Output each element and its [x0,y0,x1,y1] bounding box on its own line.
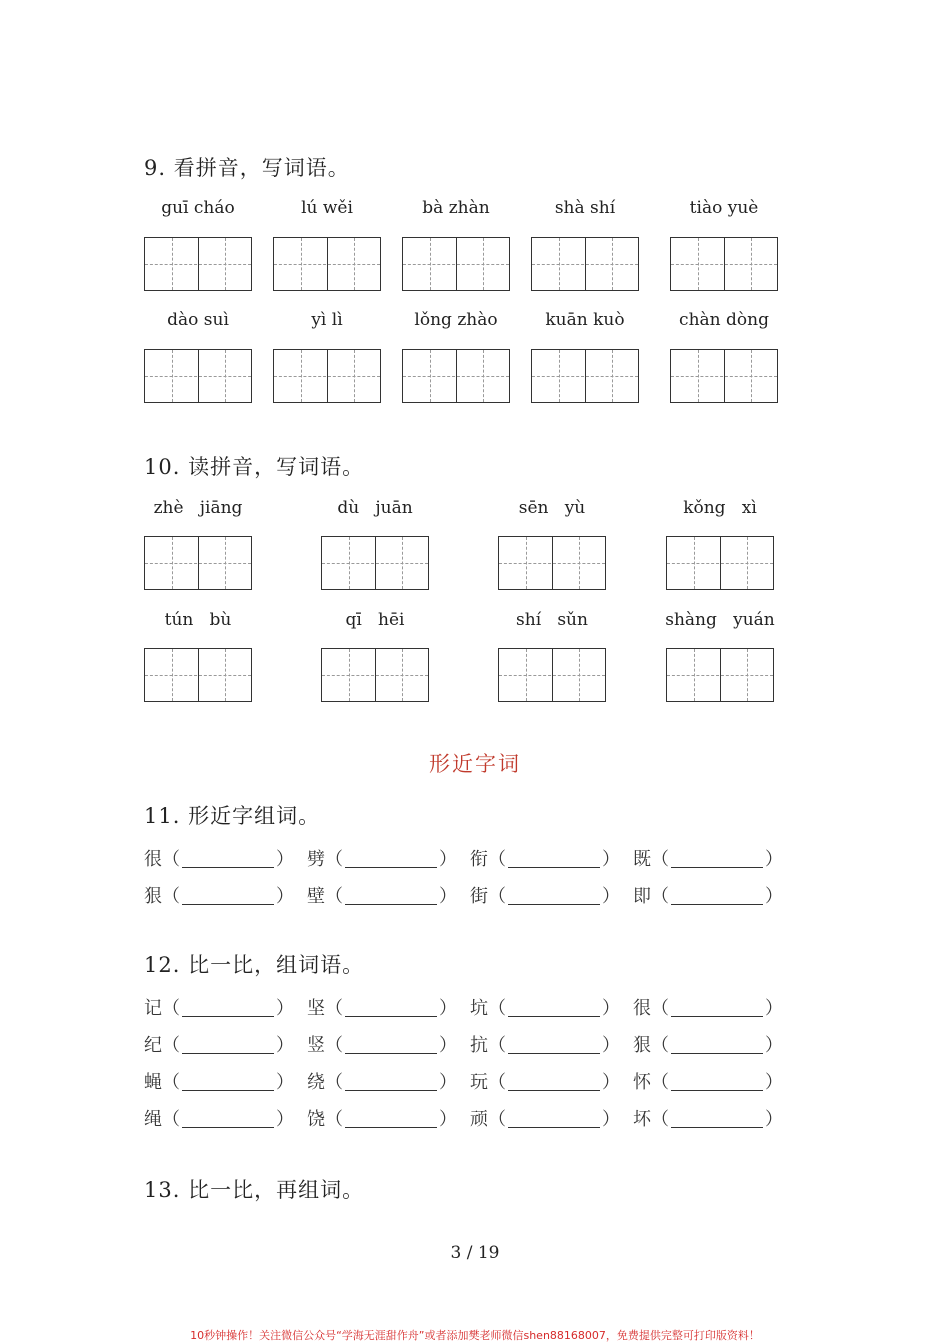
grid-line [694,649,695,701]
grid-line [430,238,431,290]
grid-line [402,649,403,701]
grid-line [225,537,226,589]
word-fill-item [144,882,294,908]
character: 怀 [633,1072,651,1093]
writing-grid[interactable] [402,237,510,291]
grid-line [559,238,560,290]
answer-blank[interactable] [345,1037,437,1054]
word-fill-item [307,882,457,908]
close-paren: ） [276,849,294,870]
pinyin-label: lú wěi [301,198,353,218]
word-fill-item [144,1105,294,1131]
grid-line [579,537,580,589]
grid-line [483,238,484,290]
grid-line [499,675,605,676]
grid-line [349,537,350,589]
close-paren: ） [602,886,620,907]
grid-line [751,350,752,402]
writing-grid[interactable] [670,237,778,291]
close-paren: ） [765,1109,783,1130]
character: 抗 [470,1035,488,1056]
close-paren: ） [765,849,783,870]
pinyin-label: shàng yuán [665,610,775,630]
grid-line [225,238,226,290]
word-fill-item [633,1068,783,1094]
grid-line [301,350,302,402]
pinyin-label: yì lì [311,310,343,330]
answer-blank[interactable] [508,1037,600,1054]
answer-blank[interactable] [182,851,274,868]
grid-line [172,649,173,701]
answer-blank[interactable] [508,851,600,868]
open-paren: （ [651,886,669,907]
open-paren: （ [651,998,669,1019]
open-paren: （ [651,849,669,870]
grid-line [172,350,173,402]
open-paren: （ [488,998,506,1019]
character: 壁 [307,886,325,907]
open-paren: （ [162,1109,180,1130]
q9-title: 9. 看拼音，写词语。 [144,156,350,180]
close-paren: ） [602,1072,620,1093]
close-paren: ） [276,1109,294,1130]
character: 很 [633,998,651,1019]
grid-line [403,376,509,377]
word-fill-item [307,1031,457,1057]
word-fill-item [144,845,294,871]
q13-title: 13. 比一比，再组词。 [144,1178,365,1202]
grid-line [532,264,638,265]
character: 坚 [307,998,325,1019]
grid-line [694,537,695,589]
q10-title: 10. 读拼音，写词语。 [144,455,365,479]
close-paren: ） [276,1072,294,1093]
writing-grid[interactable] [144,536,252,590]
writing-grid[interactable] [144,349,252,403]
word-fill-item [633,994,783,1020]
close-paren: ） [602,849,620,870]
character: 既 [633,849,651,870]
open-paren: （ [651,1109,669,1130]
grid-line [667,675,773,676]
grid-line [671,376,777,377]
close-paren: ） [276,1035,294,1056]
grid-line [559,350,560,402]
writing-grid[interactable] [144,237,252,291]
answer-blank[interactable] [182,1000,274,1017]
close-paren: ） [439,998,457,1019]
open-paren: （ [325,1109,343,1130]
close-paren: ） [602,1035,620,1056]
grid-line [667,563,773,564]
grid-line [225,350,226,402]
answer-blank[interactable] [182,888,274,905]
answer-blank[interactable] [182,1111,274,1128]
pinyin-label: tiào yuè [689,198,759,218]
pinyin-label: dào suì [167,310,229,330]
open-paren: （ [325,1072,343,1093]
pinyin-label: shà shí [554,198,616,218]
grid-line [698,238,699,290]
grid-line [322,563,428,564]
pinyin-label: dù juān [337,498,413,518]
close-paren: ） [602,998,620,1019]
pinyin-label: kǒng xì [683,498,757,518]
word-fill-item [307,1068,457,1094]
grid-line [172,238,173,290]
grid-line [354,238,355,290]
grid-line [354,350,355,402]
character: 玩 [470,1072,488,1093]
pinyin-label: kuān kuò [545,310,625,330]
grid-line [403,264,509,265]
open-paren: （ [325,849,343,870]
character: 狠 [633,1035,651,1056]
word-fill-item [470,1031,620,1057]
open-paren: （ [162,886,180,907]
footer-note: 10秒钟操作！关注微信公众号“学海无涯甜作舟”或者添加樊老师微信shen88168007，免费提供完整可打印版资料！ [190,1329,760,1342]
word-fill-item [307,1105,457,1131]
pinyin-label: sēn yù [518,498,586,518]
open-paren: （ [162,998,180,1019]
character: 街 [470,886,488,907]
answer-blank[interactable] [671,851,763,868]
pinyin-label: lǒng zhào [414,310,498,330]
word-fill-item [470,1068,620,1094]
open-paren: （ [488,1109,506,1130]
grid-line [145,264,251,265]
character: 衔 [470,849,488,870]
open-paren: （ [651,1035,669,1056]
character: 蝇 [144,1072,162,1093]
answer-blank[interactable] [345,1074,437,1091]
pinyin-label: chàn dòng [679,310,769,330]
answer-blank[interactable] [508,1074,600,1091]
grid-line [274,264,380,265]
character: 纪 [144,1035,162,1056]
writing-grid[interactable] [666,536,774,590]
close-paren: ） [765,1072,783,1093]
grid-line [526,649,527,701]
grid-line [612,238,613,290]
answer-blank[interactable] [182,1074,274,1091]
section-heading: 形近字词 [429,752,521,776]
word-fill-item [144,994,294,1020]
page-number: 3 / 19 [450,1243,500,1263]
character: 即 [633,886,651,907]
open-paren: （ [162,1072,180,1093]
writing-grid[interactable] [402,349,510,403]
writing-grid[interactable] [273,349,381,403]
close-paren: ） [276,886,294,907]
grid-line [172,537,173,589]
close-paren: ） [439,1109,457,1130]
character: 绕 [307,1072,325,1093]
word-fill-item [633,882,783,908]
word-fill-item [307,994,457,1020]
pinyin-label: bà zhàn [422,198,490,218]
writing-grid[interactable] [666,648,774,702]
answer-blank[interactable] [345,888,437,905]
close-paren: ） [765,998,783,1019]
character: 竖 [307,1035,325,1056]
word-fill-item [470,1105,620,1131]
pinyin-label: qī hēi [345,610,405,630]
character: 坑 [470,998,488,1019]
writing-grid[interactable] [321,536,429,590]
close-paren: ） [439,1035,457,1056]
close-paren: ） [765,1035,783,1056]
pinyin-label: guī cháo [161,198,235,218]
grid-line [671,264,777,265]
grid-line [145,563,251,564]
close-paren: ） [276,998,294,1019]
writing-grid[interactable] [144,648,252,702]
writing-grid[interactable] [670,349,778,403]
q12-title: 12. 比一比，组词语。 [144,953,365,977]
q11-title: 11. 形近字组词。 [144,804,321,828]
answer-blank[interactable] [671,1000,763,1017]
answer-blank[interactable] [671,1037,763,1054]
open-paren: （ [162,849,180,870]
writing-grid[interactable] [531,237,639,291]
grid-line [145,376,251,377]
answer-blank[interactable] [345,1000,437,1017]
open-paren: （ [488,1035,506,1056]
writing-grid[interactable] [531,349,639,403]
open-paren: （ [162,1035,180,1056]
answer-blank[interactable] [508,1000,600,1017]
pinyin-label: zhè jiāng [153,498,243,518]
grid-line [499,563,605,564]
open-paren: （ [488,1072,506,1093]
grid-line [145,675,251,676]
character: 记 [144,998,162,1019]
close-paren: ） [765,886,783,907]
close-paren: ） [439,1072,457,1093]
character: 顽 [470,1109,488,1130]
writing-grid[interactable] [273,237,381,291]
grid-line [532,376,638,377]
answer-blank[interactable] [182,1037,274,1054]
open-paren: （ [488,886,506,907]
open-paren: （ [651,1072,669,1093]
answer-blank[interactable] [345,1111,437,1128]
word-fill-item [633,1105,783,1131]
character: 劈 [307,849,325,870]
answer-blank[interactable] [671,1074,763,1091]
grid-line [483,350,484,402]
character: 狠 [144,886,162,907]
grid-line [751,238,752,290]
word-fill-item [144,1068,294,1094]
answer-blank[interactable] [671,1111,763,1128]
character: 饶 [307,1109,325,1130]
grid-line [698,350,699,402]
character: 绳 [144,1109,162,1130]
grid-line [349,649,350,701]
word-fill-item [307,845,457,871]
close-paren: ） [439,886,457,907]
word-fill-item [470,882,620,908]
grid-line [579,649,580,701]
open-paren: （ [325,998,343,1019]
pinyin-label: shí sǔn [516,610,588,630]
word-fill-item [633,1031,783,1057]
answer-blank[interactable] [671,888,763,905]
grid-line [747,649,748,701]
grid-line [526,537,527,589]
pinyin-label: tún bù [164,610,232,630]
writing-grid[interactable] [498,648,606,702]
open-paren: （ [488,849,506,870]
answer-blank[interactable] [508,888,600,905]
word-fill-item [470,994,620,1020]
answer-blank[interactable] [345,851,437,868]
character: 很 [144,849,162,870]
grid-line [322,675,428,676]
answer-blank[interactable] [508,1111,600,1128]
character: 坏 [633,1109,651,1130]
open-paren: （ [325,1035,343,1056]
grid-line [430,350,431,402]
word-fill-item [144,1031,294,1057]
close-paren: ） [439,849,457,870]
grid-line [225,649,226,701]
writing-grid[interactable] [321,648,429,702]
grid-line [747,537,748,589]
grid-line [402,537,403,589]
open-paren: （ [325,886,343,907]
word-fill-item [470,845,620,871]
grid-line [301,238,302,290]
grid-line [274,376,380,377]
writing-grid[interactable] [498,536,606,590]
grid-line [612,350,613,402]
word-fill-item [633,845,783,871]
close-paren: ） [602,1109,620,1130]
